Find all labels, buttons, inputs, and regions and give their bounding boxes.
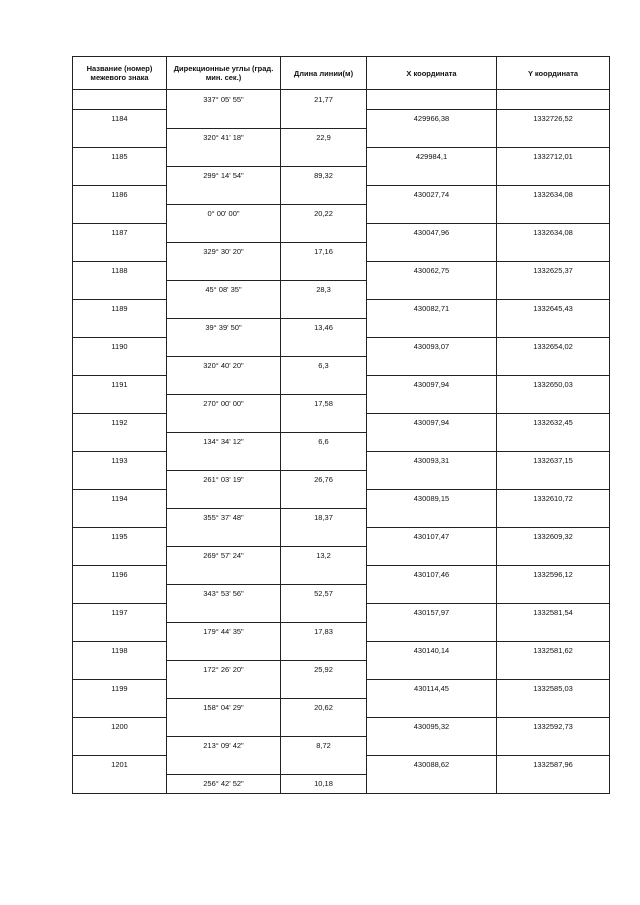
point-name-cell: 1184: [73, 109, 167, 128]
segment-row: [73, 356, 610, 375]
segment-row: [73, 432, 610, 451]
point-row: [73, 337, 610, 356]
angle-cell: [167, 603, 281, 622]
angle-cell: 158° 04' 29": [167, 698, 281, 717]
point-name-cell: 1200: [73, 717, 167, 736]
segment-row: [73, 90, 610, 110]
y-coordinate-cell: 1332585,03: [497, 679, 610, 698]
y-coordinate-cell: 1332637,15: [497, 451, 610, 470]
length-cell: 26,76: [281, 470, 367, 489]
angle-cell: [167, 147, 281, 166]
x-coordinate-cell: 430093,31: [367, 451, 497, 470]
segment-row: [73, 774, 610, 794]
segment-row: [73, 546, 610, 565]
angle-cell: [167, 337, 281, 356]
y-coordinate-cell: 1332650,03: [497, 375, 610, 394]
header-angle: Дирекционные углы (град. мин. сек.): [167, 57, 281, 90]
point-name-cell: [73, 546, 167, 565]
angle-cell: 355° 37' 48": [167, 508, 281, 527]
angle-cell: 343° 53' 56": [167, 584, 281, 603]
x-coordinate-cell: [367, 622, 497, 641]
y-coordinate-cell: [497, 774, 610, 794]
y-coordinate-cell: 1332726,52: [497, 109, 610, 128]
angle-cell: 213° 09' 42": [167, 736, 281, 755]
angle-cell: 261° 03' 19": [167, 470, 281, 489]
segment-row: [73, 584, 610, 603]
point-row: [73, 299, 610, 318]
x-coordinate-cell: [367, 318, 497, 337]
length-cell: [281, 299, 367, 318]
x-coordinate-cell: [367, 280, 497, 299]
angle-cell: [167, 527, 281, 546]
angle-cell: 39° 39' 50": [167, 318, 281, 337]
segment-row: [73, 242, 610, 261]
y-coordinate-cell: 1332592,73: [497, 717, 610, 736]
length-cell: [281, 261, 367, 280]
y-coordinate-cell: [497, 470, 610, 489]
point-name-cell: 1185: [73, 147, 167, 166]
x-coordinate-cell: [367, 584, 497, 603]
x-coordinate-cell: [367, 736, 497, 755]
length-cell: 89,32: [281, 166, 367, 185]
angle-cell: 320° 41' 18": [167, 128, 281, 147]
point-name-cell: [73, 90, 167, 110]
x-coordinate-cell: [367, 242, 497, 261]
length-cell: [281, 565, 367, 584]
y-coordinate-cell: [497, 432, 610, 451]
y-coordinate-cell: [497, 318, 610, 337]
x-coordinate-cell: 430107,47: [367, 527, 497, 546]
y-coordinate-cell: 1332654,02: [497, 337, 610, 356]
x-coordinate-cell: 430088,62: [367, 755, 497, 774]
x-coordinate-cell: [367, 394, 497, 413]
segment-row: [73, 280, 610, 299]
y-coordinate-cell: [497, 622, 610, 641]
x-coordinate-cell: [367, 356, 497, 375]
length-cell: [281, 185, 367, 204]
angle-cell: [167, 565, 281, 584]
y-coordinate-cell: [497, 546, 610, 565]
point-row: [73, 451, 610, 470]
length-cell: 18,37: [281, 508, 367, 527]
x-coordinate-cell: [367, 432, 497, 451]
point-name-cell: [73, 432, 167, 451]
angle-cell: [167, 679, 281, 698]
length-cell: 21,77: [281, 90, 367, 110]
angle-cell: [167, 451, 281, 470]
point-row: [73, 527, 610, 546]
x-coordinate-cell: 430093,07: [367, 337, 497, 356]
length-cell: 13,46: [281, 318, 367, 337]
x-coordinate-cell: [367, 508, 497, 527]
length-cell: [281, 375, 367, 394]
y-coordinate-cell: 1332596,12: [497, 565, 610, 584]
angle-cell: [167, 299, 281, 318]
length-cell: 6,6: [281, 432, 367, 451]
y-coordinate-cell: 1332634,08: [497, 223, 610, 242]
y-coordinate-cell: [497, 356, 610, 375]
length-cell: 8,72: [281, 736, 367, 755]
y-coordinate-cell: [497, 394, 610, 413]
x-coordinate-cell: [367, 698, 497, 717]
point-name-cell: [73, 394, 167, 413]
point-row: [73, 679, 610, 698]
y-coordinate-cell: 1332609,32: [497, 527, 610, 546]
angle-cell: [167, 223, 281, 242]
point-name-cell: [73, 204, 167, 223]
point-name-cell: 1199: [73, 679, 167, 698]
point-name-cell: 1190: [73, 337, 167, 356]
angle-cell: [167, 641, 281, 660]
segment-row: [73, 470, 610, 489]
length-cell: [281, 641, 367, 660]
x-coordinate-cell: 430027,74: [367, 185, 497, 204]
x-coordinate-cell: 430114,45: [367, 679, 497, 698]
y-coordinate-cell: [497, 508, 610, 527]
y-coordinate-cell: [497, 242, 610, 261]
point-row: [73, 375, 610, 394]
point-name-cell: [73, 698, 167, 717]
x-coordinate-cell: 430097,94: [367, 375, 497, 394]
point-name-cell: [73, 774, 167, 794]
segment-row: [73, 660, 610, 679]
point-name-cell: 1196: [73, 565, 167, 584]
point-name-cell: 1195: [73, 527, 167, 546]
header-name: Название (номер) межевого знака: [73, 57, 167, 90]
point-name-cell: [73, 508, 167, 527]
x-coordinate-cell: 430082,71: [367, 299, 497, 318]
point-name-cell: 1198: [73, 641, 167, 660]
x-coordinate-cell: [367, 204, 497, 223]
point-name-cell: [73, 318, 167, 337]
point-name-cell: [73, 584, 167, 603]
point-row: [73, 109, 610, 128]
length-cell: 10,18: [281, 774, 367, 794]
point-name-cell: [73, 166, 167, 185]
x-coordinate-cell: [367, 128, 497, 147]
angle-cell: 269° 57' 24": [167, 546, 281, 565]
angle-cell: 299° 14' 54": [167, 166, 281, 185]
x-coordinate-cell: 429984,1: [367, 147, 497, 166]
point-row: [73, 261, 610, 280]
x-coordinate-cell: 430095,32: [367, 717, 497, 736]
angle-cell: [167, 185, 281, 204]
point-row: [73, 565, 610, 584]
point-name-cell: 1193: [73, 451, 167, 470]
point-name-cell: [73, 660, 167, 679]
segment-row: [73, 318, 610, 337]
point-name-cell: 1194: [73, 489, 167, 508]
point-name-cell: [73, 242, 167, 261]
point-name-cell: [73, 128, 167, 147]
angle-cell: 172° 26' 20": [167, 660, 281, 679]
angle-cell: 179° 44' 35": [167, 622, 281, 641]
point-row: [73, 147, 610, 166]
segment-row: [73, 166, 610, 185]
point-row: [73, 185, 610, 204]
x-coordinate-cell: 430097,94: [367, 413, 497, 432]
y-coordinate-cell: 1332581,54: [497, 603, 610, 622]
length-cell: [281, 147, 367, 166]
point-name-cell: 1187: [73, 223, 167, 242]
angle-cell: [167, 261, 281, 280]
table-header: [73, 57, 610, 90]
length-cell: 52,57: [281, 584, 367, 603]
y-coordinate-cell: [497, 128, 610, 147]
angle-cell: [167, 109, 281, 128]
angle-cell: 134° 34' 12": [167, 432, 281, 451]
header-row: [73, 57, 610, 90]
length-cell: 20,62: [281, 698, 367, 717]
length-cell: [281, 223, 367, 242]
angle-cell: 329° 30' 20": [167, 242, 281, 261]
point-name-cell: 1186: [73, 185, 167, 204]
length-cell: [281, 679, 367, 698]
segment-row: [73, 394, 610, 413]
point-name-cell: 1191: [73, 375, 167, 394]
angle-cell: [167, 489, 281, 508]
length-cell: 20,22: [281, 204, 367, 223]
point-name-cell: 1192: [73, 413, 167, 432]
segment-row: [73, 508, 610, 527]
point-name-cell: [73, 470, 167, 489]
length-cell: 17,16: [281, 242, 367, 261]
point-name-cell: [73, 736, 167, 755]
length-cell: [281, 451, 367, 470]
y-coordinate-cell: [497, 660, 610, 679]
point-row: [73, 489, 610, 508]
y-coordinate-cell: 1332712,01: [497, 147, 610, 166]
y-coordinate-cell: [497, 698, 610, 717]
point-name-cell: [73, 280, 167, 299]
header-y: Y координата: [497, 57, 610, 90]
length-cell: [281, 755, 367, 774]
point-name-cell: [73, 622, 167, 641]
y-coordinate-cell: [497, 736, 610, 755]
point-name-cell: 1201: [73, 755, 167, 774]
length-cell: 22,9: [281, 128, 367, 147]
header-length: Длина линии(м): [281, 57, 367, 90]
length-cell: [281, 603, 367, 622]
table-body: [73, 90, 610, 794]
y-coordinate-cell: 1332581,62: [497, 641, 610, 660]
x-coordinate-cell: 430157,97: [367, 603, 497, 622]
y-coordinate-cell: 1332645,43: [497, 299, 610, 318]
length-cell: 17,58: [281, 394, 367, 413]
y-coordinate-cell: 1332632,45: [497, 413, 610, 432]
point-row: [73, 603, 610, 622]
point-row: [73, 223, 610, 242]
segment-row: [73, 204, 610, 223]
point-name-cell: 1197: [73, 603, 167, 622]
length-cell: [281, 489, 367, 508]
point-name-cell: 1189: [73, 299, 167, 318]
point-row: [73, 641, 610, 660]
length-cell: 13,2: [281, 546, 367, 565]
x-coordinate-cell: 429966,38: [367, 109, 497, 128]
length-cell: 17,83: [281, 622, 367, 641]
length-cell: [281, 413, 367, 432]
x-coordinate-cell: [367, 470, 497, 489]
segment-row: [73, 128, 610, 147]
length-cell: [281, 527, 367, 546]
length-cell: [281, 717, 367, 736]
angle-cell: 270° 00' 00": [167, 394, 281, 413]
y-coordinate-cell: 1332625,37: [497, 261, 610, 280]
x-coordinate-cell: [367, 546, 497, 565]
x-coordinate-cell: 430062,75: [367, 261, 497, 280]
x-coordinate-cell: [367, 774, 497, 794]
point-name-cell: [73, 356, 167, 375]
x-coordinate-cell: 430140,14: [367, 641, 497, 660]
length-cell: 28,3: [281, 280, 367, 299]
y-coordinate-cell: 1332634,08: [497, 185, 610, 204]
length-cell: 6,3: [281, 356, 367, 375]
y-coordinate-cell: [497, 584, 610, 603]
length-cell: [281, 337, 367, 356]
angle-cell: [167, 717, 281, 736]
angle-cell: 320° 40' 20": [167, 356, 281, 375]
point-row: [73, 413, 610, 432]
header-x: X координата: [367, 57, 497, 90]
point-row: [73, 755, 610, 774]
x-coordinate-cell: [367, 660, 497, 679]
x-coordinate-cell: 430089,15: [367, 489, 497, 508]
point-name-cell: 1188: [73, 261, 167, 280]
x-coordinate-cell: [367, 90, 497, 110]
angle-cell: 0° 00' 00": [167, 204, 281, 223]
angle-cell: 45° 08' 35": [167, 280, 281, 299]
y-coordinate-cell: [497, 280, 610, 299]
point-row: [73, 717, 610, 736]
y-coordinate-cell: [497, 204, 610, 223]
angle-cell: [167, 375, 281, 394]
y-coordinate-cell: 1332587,96: [497, 755, 610, 774]
length-cell: [281, 109, 367, 128]
y-coordinate-cell: [497, 166, 610, 185]
angle-cell: 337° 05' 55": [167, 90, 281, 110]
coordinates-table: [72, 56, 610, 794]
y-coordinate-cell: [497, 90, 610, 110]
angle-cell: 256° 42' 52": [167, 774, 281, 794]
segment-row: [73, 698, 610, 717]
x-coordinate-cell: [367, 166, 497, 185]
length-cell: 25,92: [281, 660, 367, 679]
angle-cell: [167, 755, 281, 774]
x-coordinate-cell: 430047,96: [367, 223, 497, 242]
x-coordinate-cell: 430107,46: [367, 565, 497, 584]
segment-row: [73, 622, 610, 641]
y-coordinate-cell: 1332610,72: [497, 489, 610, 508]
segment-row: [73, 736, 610, 755]
angle-cell: [167, 413, 281, 432]
